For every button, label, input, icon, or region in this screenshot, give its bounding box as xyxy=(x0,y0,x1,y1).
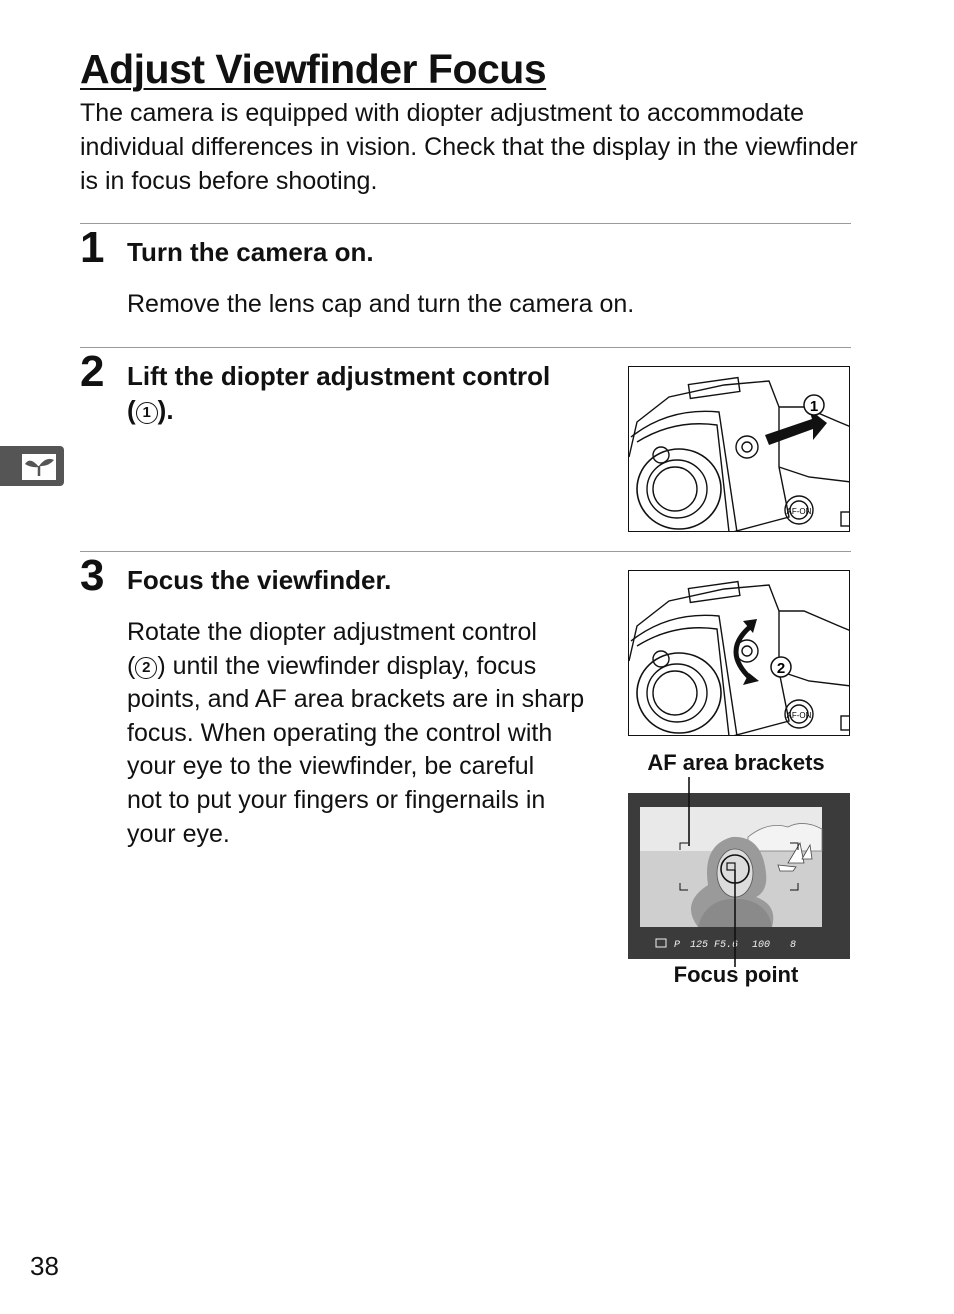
chapter-tab[interactable] xyxy=(0,446,64,486)
step-3-line-7: your eye. xyxy=(127,819,230,848)
marker-1-icon: 1 xyxy=(136,402,158,424)
focus-point-label: Focus point xyxy=(673,962,799,987)
readout-aperture: F5.6 xyxy=(714,940,739,951)
heading-paren-open: ( xyxy=(127,395,136,425)
readout-mode: P xyxy=(674,940,681,951)
rotate-marker-text: 2 xyxy=(776,660,786,677)
af-on-button-label: AF-ON xyxy=(786,507,812,516)
step-1-body: Remove the lens cap and turn the camera on. xyxy=(127,290,635,318)
step-3-line-2: ) until the viewfinder display, focus xyxy=(157,651,537,680)
step-3-line-3: points, and AF area brackets are in sharp xyxy=(127,685,585,714)
step-3-line-1: Rotate the diopter adjustment control xyxy=(127,618,537,646)
step-3-line-6: not to put your fingers or fingernails in xyxy=(127,785,546,814)
step-3-number: 3 xyxy=(80,551,105,600)
page-title: Adjust Viewfinder Focus xyxy=(80,46,547,92)
lift-marker-text: 1 xyxy=(809,398,819,415)
step-1-number: 1 xyxy=(80,223,105,272)
intro-text: The camera is equipped with diopter adjustment to accommodate individual differences in vision. Check that the display in the viewfinder is in focus before shooting. xyxy=(80,99,858,195)
page-number: 38 xyxy=(30,1251,59,1281)
marker-2-icon: 2 xyxy=(135,657,157,679)
heading-paren-close: ). xyxy=(157,395,174,425)
sprout-icon xyxy=(0,446,64,486)
readout-frames: 8 xyxy=(790,940,797,951)
af-area-brackets-label: AF area brackets xyxy=(647,750,825,775)
step-2-number: 2 xyxy=(80,347,105,396)
step-1-heading: Turn the camera on. xyxy=(127,237,374,267)
step-3-paren-open: ( xyxy=(127,651,136,680)
step-3-heading: Focus the viewfinder. xyxy=(127,565,392,595)
readout-iso: 100 xyxy=(752,940,771,951)
step-3-line-5: your eye to the viewfinder, be careful xyxy=(127,752,535,781)
af-on-button-label: AF-ON xyxy=(786,711,812,720)
readout-shutter: 125 xyxy=(690,940,709,951)
step-3-line-4: focus. When operating the control with xyxy=(127,718,553,747)
step-2-heading-text: Lift the diopter adjustment control xyxy=(127,361,551,391)
